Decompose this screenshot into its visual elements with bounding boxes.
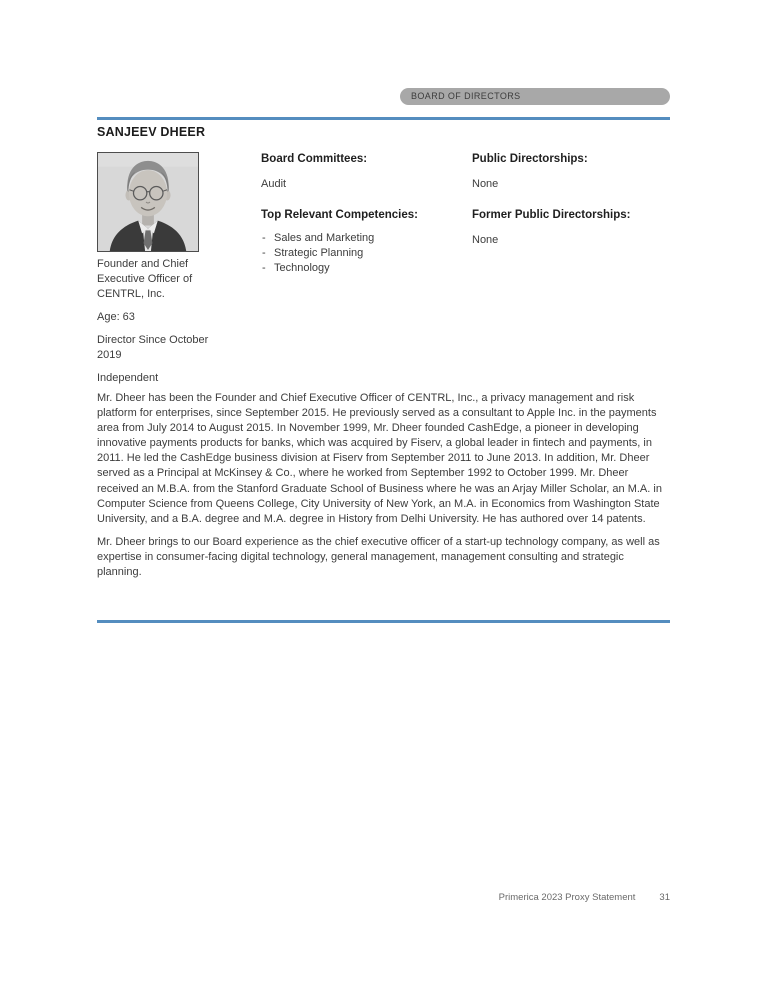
top-divider-rule xyxy=(97,117,670,120)
competency-item: - Strategic Planning xyxy=(261,246,472,261)
footer-document-title: Primerica 2023 Proxy Statement xyxy=(498,892,636,903)
director-name-heading: SANJEEV DHEER xyxy=(97,125,206,139)
director-profile-section xyxy=(97,152,670,386)
former-public-directorships-label: Former Public Directorships: xyxy=(472,209,631,221)
portrait-photo-graphic xyxy=(98,153,198,251)
director-independence: Independent xyxy=(97,372,159,384)
profile-left-column xyxy=(97,152,261,386)
competency-item: - Sales and Marketing xyxy=(261,231,472,246)
page-footer xyxy=(499,892,670,903)
competencies-list xyxy=(261,231,472,276)
bottom-divider-rule xyxy=(97,620,670,623)
director-since: Director Since October 2019 xyxy=(97,334,209,361)
former-public-directorships-value: None xyxy=(472,234,499,246)
profile-middle-column xyxy=(261,152,472,386)
director-photo xyxy=(97,152,199,252)
section-tab-board-of-directors xyxy=(400,88,670,105)
director-biography xyxy=(97,391,670,580)
biography-paragraph: Mr. Dheer has been the Founder and Chief Executive Officer of CENTRL, Inc., a privacy management and risk platform for enterprises, since September 2015. He previously served as a consultant to Apple Inc. in the payments area from July 2014 to August 2015. In November 1999, Mr. Dheer founded CashEdge, a pioneer in developing innovative payments products for banks, which was acquired by Fiserv, a global leader in fintech and payments, in 2011. He led the CashEdge business division at Fiserv from September 2011 to June 2013. In addition, Mr. Dheer served as a Principal at McKinsey & Co., where he worked from September 1992 to October 1999. Mr. Dheer received an M.B.A. from the Stanford Graduate School of Business where he was an Arjay Miller Scholar, an M.A. in Computer Science from Queens College, City University of New York, an M.A. in Economics from Washington State University, and a B.A. degree and M.A. degree in History from Delhi University. He has authored over 14 patents. xyxy=(97,392,662,525)
competency-item: - Technology xyxy=(261,261,472,276)
public-directorships-value: None xyxy=(472,178,499,190)
board-committees-value: Audit xyxy=(261,178,287,190)
board-committees-label: Board Committees: xyxy=(261,153,368,165)
public-directorships-label: Public Directorships: xyxy=(472,153,588,165)
proxy-statement-page xyxy=(97,0,670,993)
section-tab-label: BOARD OF DIRECTORS xyxy=(411,91,521,101)
director-age: Age: 63 xyxy=(97,311,135,323)
competencies-label: Top Relevant Competencies: xyxy=(261,209,418,221)
profile-right-column xyxy=(472,152,670,386)
board-contribution-paragraph: Mr. Dheer brings to our Board experience as the chief executive officer of a start-up technology company, as well as expertise in consumer-facing digital technology, general management, management consulting and strategic planning. xyxy=(97,535,660,579)
director-title: Founder and Chief Executive Officer of CENTRL, Inc. xyxy=(97,258,193,300)
footer-page-number: 31 xyxy=(659,892,670,903)
